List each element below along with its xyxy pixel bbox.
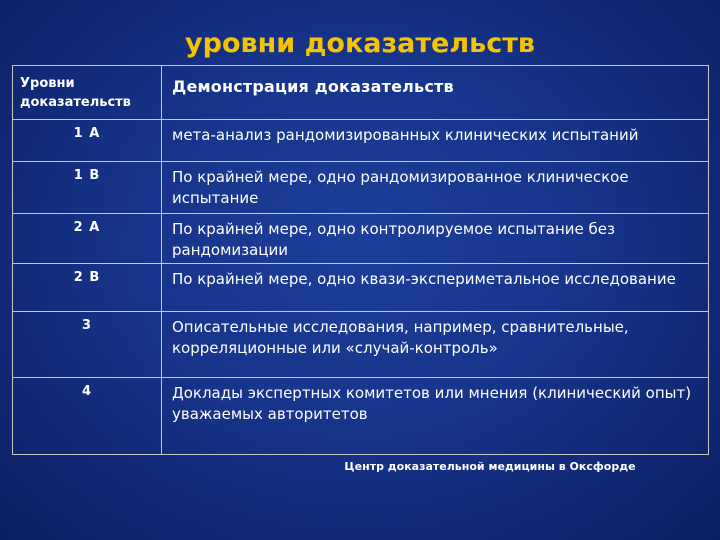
level-description: По крайней мере, одно квази-экспериметальное исследование xyxy=(172,270,676,288)
level-description: По крайней мере, одно контролируемое испытание без рандомизации xyxy=(172,220,615,259)
header-cell-demonstration xyxy=(162,66,709,120)
level-code: 2 B xyxy=(73,270,101,285)
level-description: мета-анализ рандомизированных клинических испытаний xyxy=(172,126,639,144)
level-code: 3 xyxy=(81,318,93,333)
level-code: 4 xyxy=(81,384,93,399)
level-code: 2 A xyxy=(73,220,101,235)
header-level-label: Уровни доказательств xyxy=(20,76,131,110)
level-description: По крайней мере, одно рандомизированное клиническое испытание xyxy=(172,168,629,207)
slide-title: уровни доказательств xyxy=(185,28,535,59)
table-row xyxy=(13,162,709,214)
level-description: Доклады экспертных комитетов или мнения (клинический опыт) уважаемых авторитетов xyxy=(172,384,692,423)
header-demonstration-label: Демонстрация доказательств xyxy=(172,77,454,96)
level-code: 1 B xyxy=(73,168,101,183)
table-row xyxy=(13,264,709,312)
table-row xyxy=(13,214,709,264)
level-description: Описательные исследования, например, сравнительные, корреляционные или «случай-контроль» xyxy=(172,318,629,357)
table-row xyxy=(13,378,709,455)
table-row xyxy=(13,120,709,162)
header-cell-level xyxy=(13,66,162,120)
table-header-row xyxy=(13,66,709,120)
source-note: Центр доказательной медицины в Оксфорде xyxy=(344,460,636,473)
level-code: 1 A xyxy=(73,126,101,141)
table-row xyxy=(13,312,709,378)
evidence-levels-table xyxy=(12,65,709,455)
